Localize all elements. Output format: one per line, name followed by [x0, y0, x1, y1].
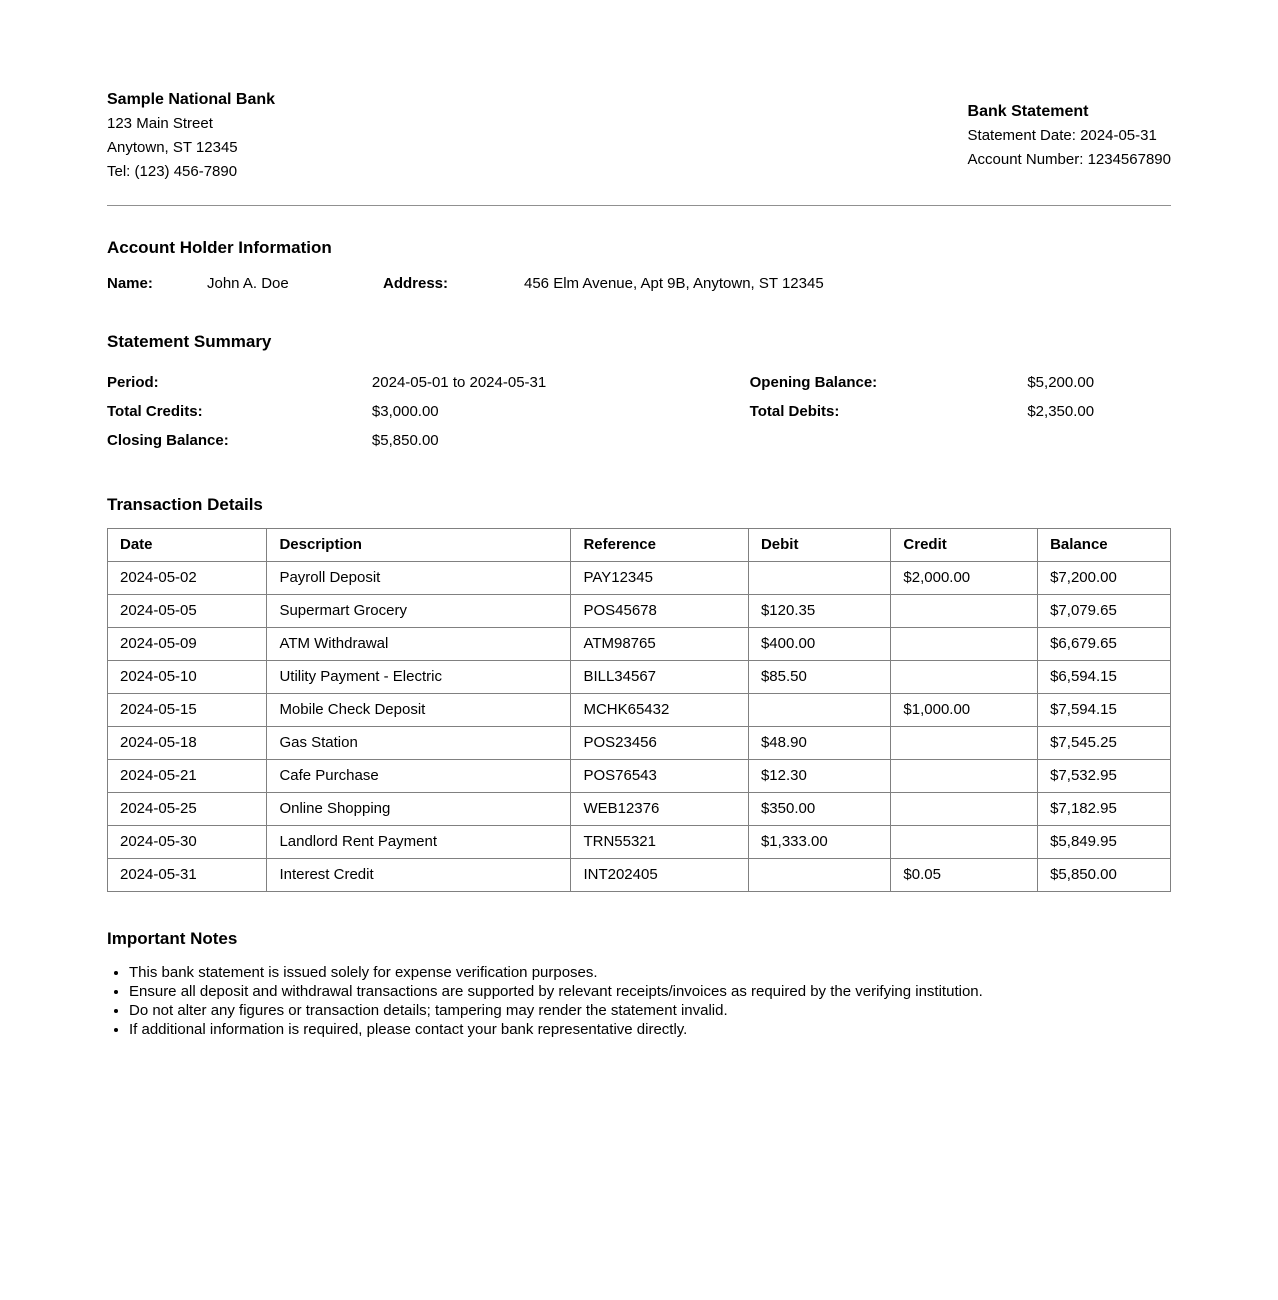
transactions-body [108, 562, 1171, 892]
cell-description: Payroll Deposit [267, 562, 571, 595]
cell-date: 2024-05-05 [108, 595, 267, 628]
cell-balance: $7,182.95 [1038, 793, 1171, 826]
transaction-row [108, 628, 1171, 661]
cell-credit [891, 595, 1038, 628]
column-header-debit: Debit [748, 529, 890, 562]
summary-row [107, 426, 1171, 455]
period-value: 2024-05-01 to 2024-05-31 [371, 374, 547, 391]
note-item: • Ensure all deposit and withdrawal transactions are supported by relevant receipts/invoices as required by the verifying institution. [129, 982, 1171, 1001]
bank-address-line2: Anytown, ST 12345 [107, 139, 238, 156]
cell-balance: $5,849.95 [1038, 826, 1171, 859]
note-item: • If additional information is required, please contact your bank representative directly. [129, 1020, 1171, 1039]
opening-balance-label: Opening Balance: [749, 374, 878, 391]
note-item: • This bank statement is issued solely for expense verification purposes. [129, 963, 1171, 982]
cell-description: Gas Station [267, 727, 571, 760]
cell-balance: $6,594.15 [1038, 661, 1171, 694]
header-divider [107, 205, 1171, 206]
transaction-row [108, 661, 1171, 694]
transaction-details-heading: Transaction Details [107, 495, 263, 514]
total-debits-value: $2,350.00 [1027, 403, 1095, 420]
cell-description: Landlord Rent Payment [267, 826, 571, 859]
column-header-reference: Reference [571, 529, 749, 562]
cell-debit [748, 694, 890, 727]
cell-reference: WEB12376 [571, 793, 749, 826]
cell-credit [891, 727, 1038, 760]
address-label: Address: [383, 275, 449, 292]
cell-debit: $1,333.00 [748, 826, 890, 859]
cell-description: Supermart Grocery [267, 595, 571, 628]
important-notes-section [107, 929, 1171, 1039]
account-holder-section [107, 238, 1171, 293]
cell-debit: $48.90 [748, 727, 890, 760]
transaction-details-section [107, 495, 1171, 892]
transaction-row [108, 760, 1171, 793]
cell-reference: POS23456 [571, 727, 749, 760]
cell-balance: $5,850.00 [1038, 859, 1171, 892]
cell-balance: $7,532.95 [1038, 760, 1171, 793]
total-credits-label: Total Credits: [107, 403, 203, 420]
statement-info-block [968, 100, 1171, 172]
bank-address-line1: 123 Main Street [107, 115, 213, 132]
statement-title: Bank Statement [967, 103, 1089, 120]
cell-reference: BILL34567 [571, 661, 749, 694]
statement-summary-heading: Statement Summary [107, 332, 272, 351]
transactions-table [107, 528, 1171, 892]
table-header-row [108, 529, 1171, 562]
cell-reference: POS76543 [571, 760, 749, 793]
cell-description: Interest Credit [267, 859, 571, 892]
summary-grid [107, 368, 1171, 455]
closing-balance-label: Closing Balance: [107, 432, 229, 449]
cell-debit: $120.35 [748, 595, 890, 628]
cell-balance: $6,679.65 [1038, 628, 1171, 661]
cell-credit: $2,000.00 [891, 562, 1038, 595]
notes-list [107, 963, 1171, 1039]
cell-balance: $7,200.00 [1038, 562, 1171, 595]
note-item: • Do not alter any figures or transaction details; tampering may render the statement invalid. [129, 1001, 1171, 1020]
cell-credit [891, 661, 1038, 694]
cell-reference: TRN55321 [571, 826, 749, 859]
account-number: Account Number: 1234567890 [967, 151, 1171, 168]
cell-debit: $12.30 [748, 760, 890, 793]
cell-date: 2024-05-25 [108, 793, 267, 826]
statement-header [107, 88, 1171, 184]
account-holder-heading: Account Holder Information [107, 238, 332, 257]
cell-debit [748, 562, 890, 595]
cell-reference: POS45678 [571, 595, 749, 628]
transaction-row [108, 562, 1171, 595]
opening-balance-value: $5,200.00 [1027, 374, 1095, 391]
name-label: Name: [107, 275, 153, 292]
total-credits-value: $3,000.00 [371, 403, 439, 420]
cell-date: 2024-05-09 [108, 628, 267, 661]
cell-credit [891, 760, 1038, 793]
total-debits-label: Total Debits: [749, 403, 840, 420]
column-header-balance: Balance [1038, 529, 1171, 562]
important-notes-heading: Important Notes [107, 929, 238, 948]
bank-phone: Tel: (123) 456-7890 [107, 163, 238, 180]
transaction-row [108, 826, 1171, 859]
summary-row [107, 397, 1171, 426]
summary-empty-value [1027, 426, 1171, 455]
cell-date: 2024-05-30 [108, 826, 267, 859]
column-header-date: Date [108, 529, 267, 562]
cell-date: 2024-05-15 [108, 694, 267, 727]
cell-date: 2024-05-18 [108, 727, 267, 760]
cell-reference: PAY12345 [571, 562, 749, 595]
cell-description: Utility Payment - Electric [267, 661, 571, 694]
cell-debit: $350.00 [748, 793, 890, 826]
closing-balance-value: $5,850.00 [371, 432, 439, 449]
cell-date: 2024-05-02 [108, 562, 267, 595]
bank-info-block [107, 88, 275, 184]
cell-debit: $85.50 [748, 661, 890, 694]
cell-credit [891, 793, 1038, 826]
column-header-credit: Credit [891, 529, 1038, 562]
cell-reference: ATM98765 [571, 628, 749, 661]
summary-row [107, 368, 1171, 397]
transaction-row [108, 694, 1171, 727]
period-label: Period: [107, 374, 159, 391]
cell-credit: $0.05 [891, 859, 1038, 892]
cell-description: Cafe Purchase [267, 760, 571, 793]
cell-date: 2024-05-31 [108, 859, 267, 892]
statement-date: Statement Date: 2024-05-31 [967, 127, 1157, 144]
cell-credit [891, 826, 1038, 859]
cell-balance: $7,594.15 [1038, 694, 1171, 727]
bank-name: Sample National Bank [107, 91, 276, 108]
cell-balance: $7,545.25 [1038, 727, 1171, 760]
cell-credit [891, 628, 1038, 661]
cell-description: Mobile Check Deposit [267, 694, 571, 727]
cell-description: ATM Withdrawal [267, 628, 571, 661]
cell-debit [748, 859, 890, 892]
cell-description: Online Shopping [267, 793, 571, 826]
transaction-row [108, 859, 1171, 892]
column-header-description: Description [267, 529, 571, 562]
cell-credit: $1,000.00 [891, 694, 1038, 727]
cell-debit: $400.00 [748, 628, 890, 661]
account-holder-row [107, 275, 1171, 293]
transaction-row [108, 595, 1171, 628]
summary-empty-label [750, 426, 1028, 455]
transaction-row [108, 793, 1171, 826]
cell-reference: INT202405 [571, 859, 749, 892]
statement-summary-section [107, 332, 1171, 455]
cell-reference: MCHK65432 [571, 694, 749, 727]
transaction-row [108, 727, 1171, 760]
cell-balance: $7,079.65 [1038, 595, 1171, 628]
cell-date: 2024-05-10 [108, 661, 267, 694]
address-value: 456 Elm Avenue, Apt 9B, Anytown, ST 12345 [524, 275, 824, 292]
name-value: John A. Doe [207, 275, 289, 292]
cell-date: 2024-05-21 [108, 760, 267, 793]
